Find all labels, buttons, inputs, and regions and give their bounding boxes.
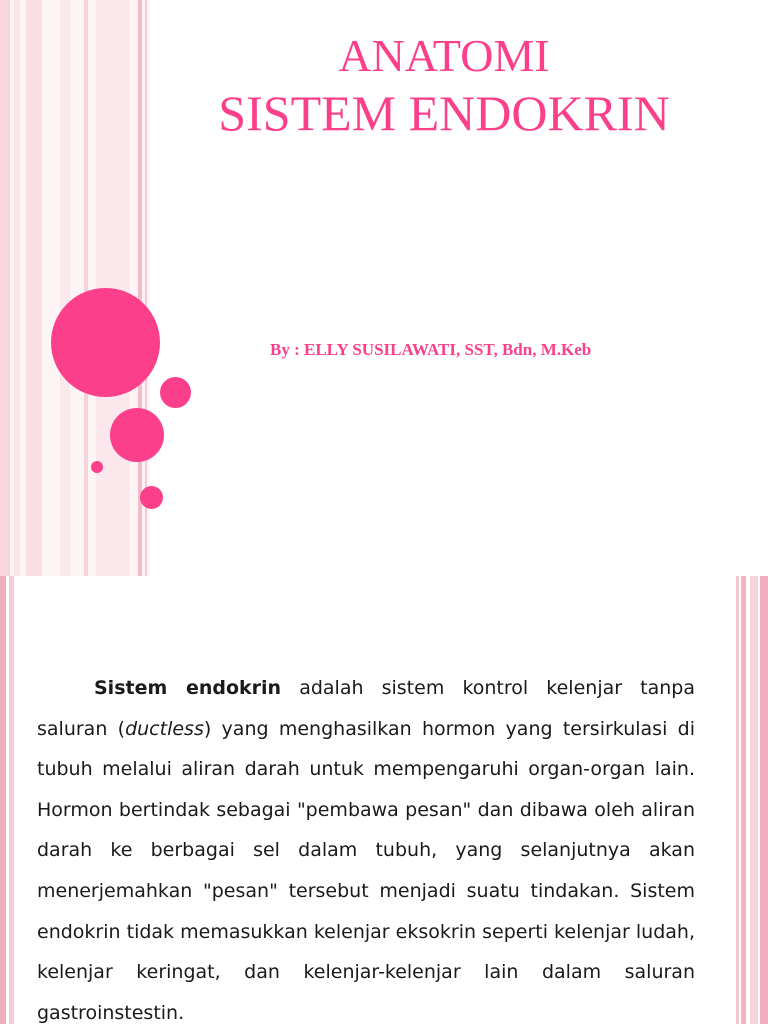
decorative-stripe: [0, 0, 10, 576]
author-credit: By : ELLY SUSILAWATI, SST, Bdn, M.Keb: [270, 340, 592, 359]
decorative-stripe: [760, 576, 768, 1024]
definition-term: Sistem endokrin: [94, 677, 282, 699]
title-line-2: SISTEM ENDOKRIN: [218, 85, 670, 141]
italic-term: ductless: [125, 717, 204, 740]
definition-paragraph: [37, 668, 695, 1024]
decorative-circle-tiny: [91, 461, 103, 473]
decorative-stripe: [0, 576, 6, 1024]
paragraph-text: adalah sistem kontrol kelenjar tanpa saluran (: [37, 677, 695, 740]
decorative-stripe: [14, 0, 20, 576]
decorative-stripe: [60, 0, 70, 576]
decorative-circle-medium: [110, 408, 164, 462]
decorative-stripe: [736, 576, 739, 1024]
decorative-circle-small: [140, 486, 163, 509]
content-slide: [0, 576, 768, 1024]
decorative-stripe: [750, 576, 758, 1024]
title-line-1: ANATOMI: [338, 30, 550, 81]
decorative-stripe: [26, 0, 42, 576]
decorative-circle-small: [160, 377, 191, 408]
decorative-stripe: [9, 576, 14, 1024]
decorative-stripe: [741, 576, 746, 1024]
paragraph-text: ) yang menghasilkan hormon yang tersirkulasi di tubuh melalui aliran darah untuk mempengaruhi organ-organ lain. Hormon bertindak sebagai "pembawa pesan" dan dibawa oleh aliran darah ke berbagai sel dalam tubuh, yang selanjutnya akan menerjemahkan "pesan" tersebut menjadi suatu tindakan. Sistem endokrin tidak memasukkan kelenjar eksokrin seperti kelenjar ludah, kelenjar keringat, dan kelenjar-kelenjar lain dalam saluran gastroinstestin.: [37, 717, 695, 1024]
decorative-stripe: [84, 0, 88, 576]
slide-title: [150, 30, 738, 144]
decorative-circle-large: [51, 288, 160, 397]
